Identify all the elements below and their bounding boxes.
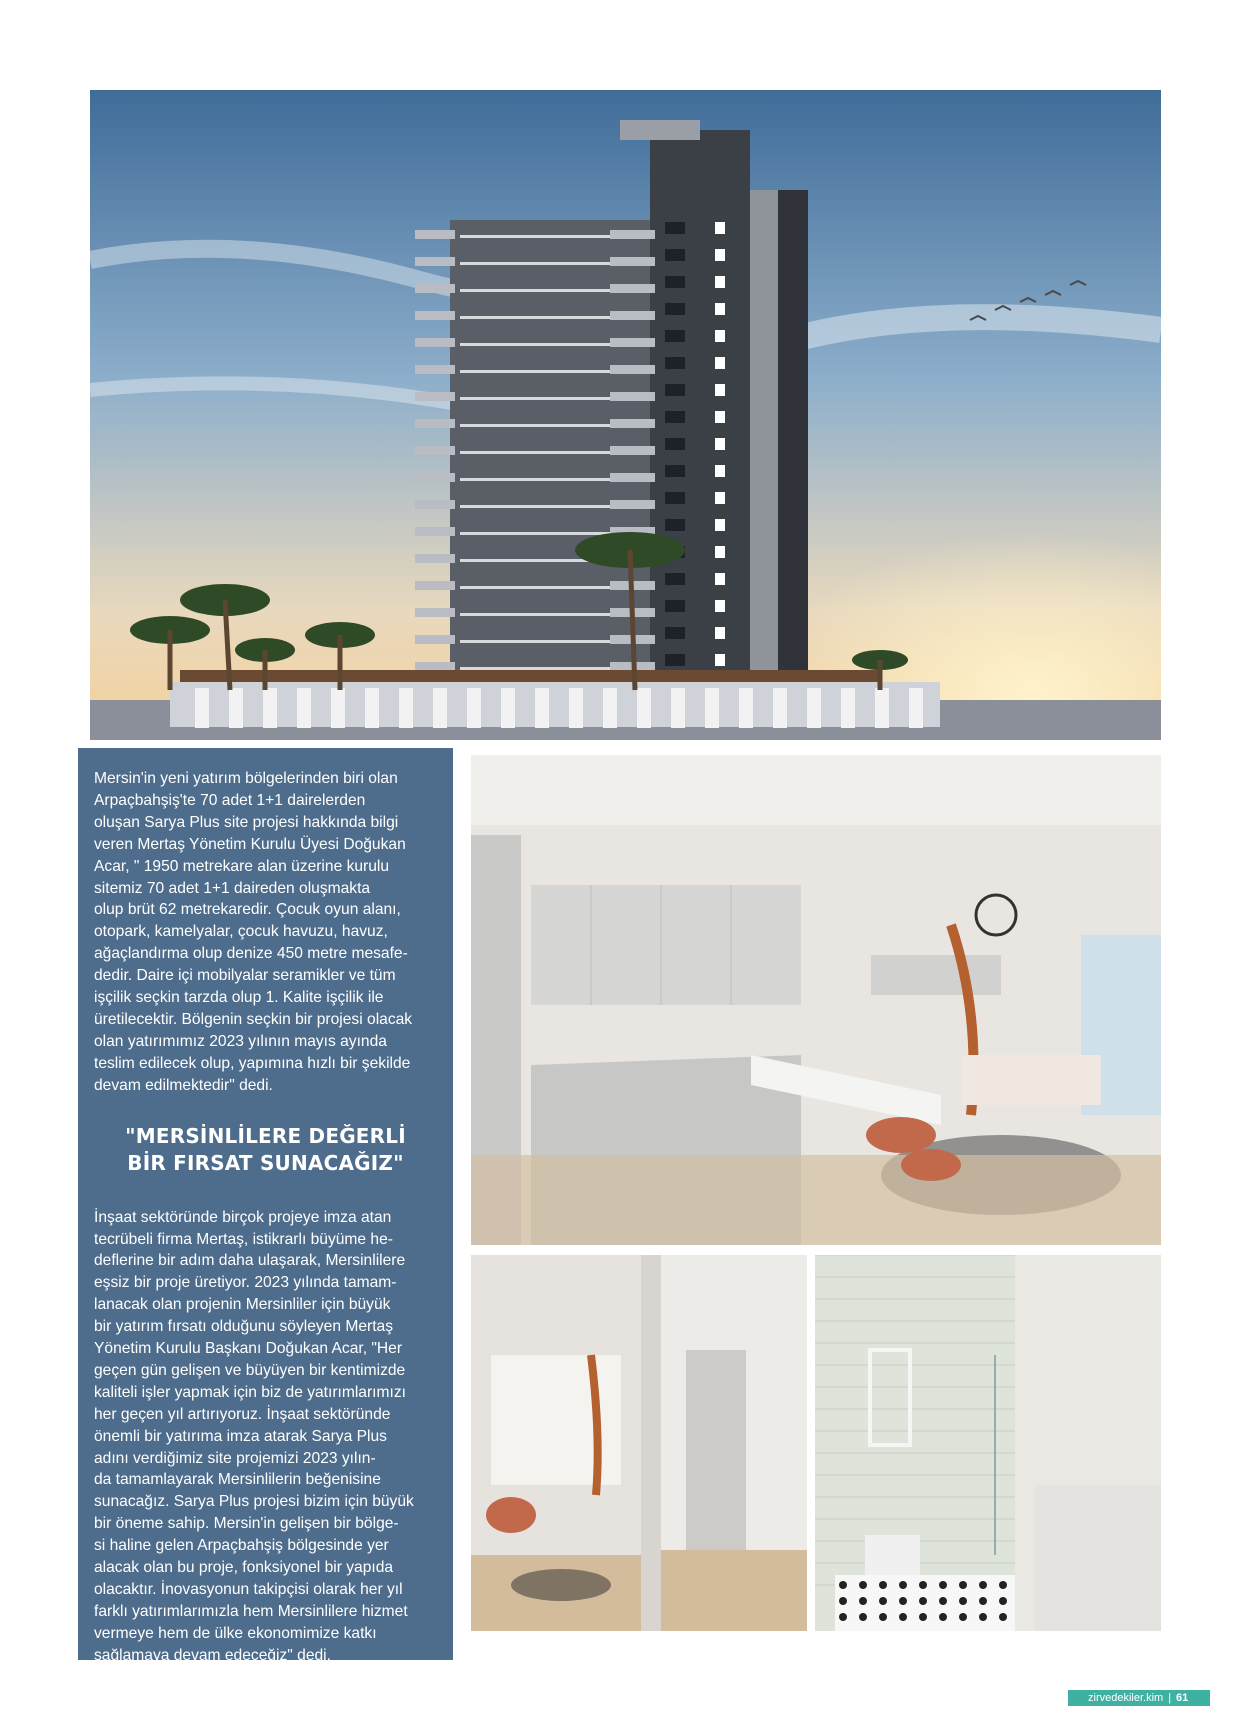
hero-building-photo [90,90,1161,740]
article-paragraph-2: İnşaat sektöründe birçok projeye imza atan tecrübeli firma Mertaş, istikrarlı büyüme he- deflerine bir adım daha ulaşarak, Mersinlilere eşsiz bir proje üretiyor. 2023 yılında tamam- lanacak olan projenin Mersinliler için büyük bir yatırım fırsatı olduğunu söyleyen Mertaş Yönetim Kurulu Başkanı Doğukan Acar, "Her geçen gün gelişen ve büyüyen bir kentimizde kaliteli işler yapmak için biz de yatırımlarımızı her geçen yıl artırıyoruz. İnşaat sektöründe önemli bir yatırıma imza atarak Sarya Plus adını verdiğimiz site projemizi 2023 yılın- da tamamlayarak Mersinlilerin beğenisine sunacağız. Sarya Plus projesi bizim için büyük bir öneme sahip. Mersin'in gelişen bir bölge- si haline gelen Arpaçbahşiş bölgesinde yer alacak olan bu proje, fonksiyonel bir yapıda olacaktır. İnovasyonun takipçisi olarak her yıl farklı yatırımlarımızla hem Mersinlilere hizmet vermeye hem de ülke ekonomimize katkı sağlamaya devam edeceğiz" dedi. [94,1208,414,1664]
page-footer [1068,1690,1210,1706]
page-number: 61 [1176,1692,1189,1704]
footer-site: zirvedekiler.kim [1088,1692,1164,1704]
building-rendering [90,90,1161,740]
bathroom-photo [815,1255,1161,1631]
hallway-photo [471,1255,807,1631]
article-textbox [78,748,453,1664]
kitchen-living-photo [471,755,1161,1245]
footer-separator: | [1168,1692,1172,1704]
article-headline: "MERSİNLİLERE DEĞERLİ BİR FIRSAT SUNACAĞIZ" [125,1123,406,1175]
article-paragraph-1: Mersin'in yeni yatırım bölgelerinden biri olan Arpaçbahşiş'te 70 adet 1+1 dairelerden oluşan Sarya Plus site projesi hakkında bilgi veren Mertaş Yönetim Kurulu Üyesi Doğukan Acar, " 1950 metrekare alan üzerine kurulu sitemiz 70 adet 1+1 daireden oluşmakta olup brüt 62 metrekaredir. Çocuk oyun alanı, otopark, kamelyalar, çocuk havuzu, havuz, ağaçlandırma olup denize 450 metre mesafe- dedir. Daire içi mobilyalar seramikler ve tüm işçilik seçkin tarzda olup 1. Kalite işçilik ile üretilecektir. Bölgenin seçkin bir projesi olacak olan yatırımımız 2023 yılının mayıs ayında teslim edilecek olup, yapımına hızlı bir şekilde devam edilmektedir" dedi. [94,770,413,1094]
